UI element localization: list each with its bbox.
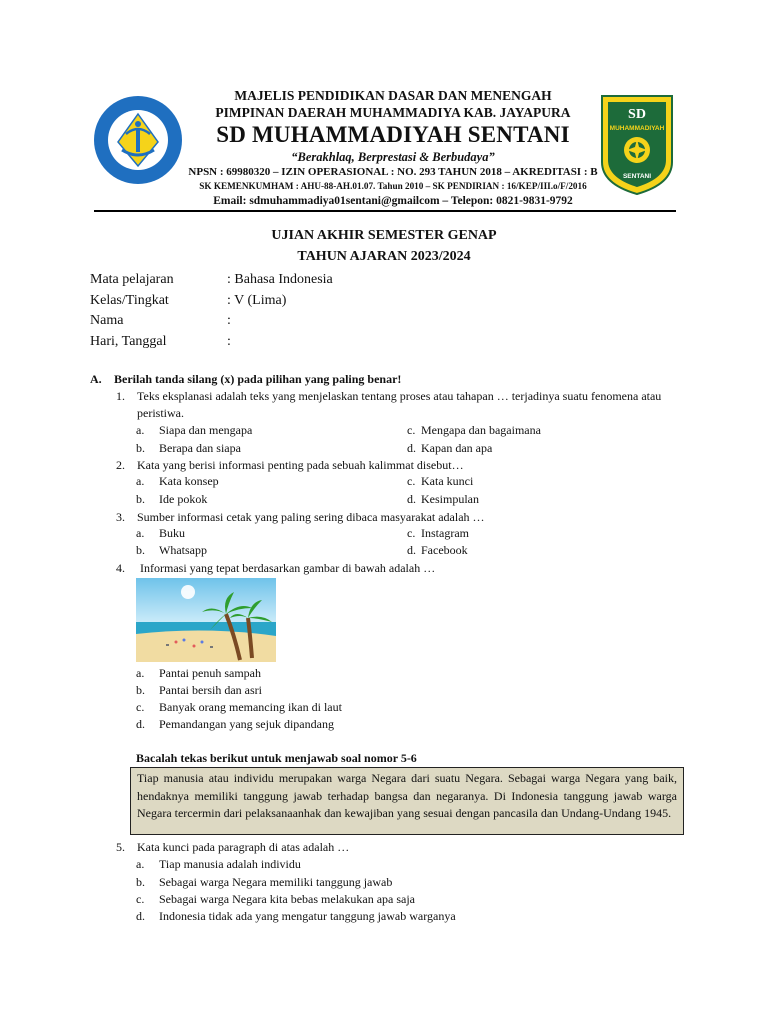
option-letter: c.: [407, 474, 416, 488]
identity-value: :: [227, 313, 231, 328]
option-letter: d.: [407, 441, 416, 455]
reading-instruction: Bacalah tekas berikut untuk menjawab soal nomor 5-6: [136, 751, 417, 765]
option-letter: d.: [136, 909, 145, 923]
student-identity: [90, 270, 490, 352]
question-text: Kata kunci pada paragraph di atas adalah …: [137, 840, 350, 854]
option-letter: d.: [407, 492, 416, 506]
option-letter: c.: [136, 892, 145, 906]
identity-row: [90, 270, 490, 291]
option-text: Indonesia tidak ada yang mengatur tanggung jawab warganya: [159, 909, 456, 923]
option-text: Siapa dan mengapa: [159, 423, 253, 437]
exam-title: UJIAN AKHIR SEMESTER GENAP: [271, 228, 497, 243]
option-letter: b.: [136, 543, 145, 557]
letterhead-text: [188, 88, 598, 210]
option-text: Kapan dan apa: [421, 441, 493, 455]
option-letter: a.: [136, 666, 145, 680]
option-letter: c.: [407, 423, 416, 437]
question-text: Informasi yang tepat berdasarkan gambar di bawah adalah …: [140, 561, 436, 575]
school-motto: “Berakhlaq, Berprestasi & Berbudaya”: [291, 150, 495, 164]
badge-top-text: SD: [628, 107, 646, 122]
option-text: Buku: [159, 526, 186, 540]
option-text: Kesimpulan: [421, 492, 479, 506]
identity-value: : V (Lima): [227, 292, 287, 308]
question-text: Teks eksplanasi adalah teks yang menjelaskan tentang proses atau tahapan … terjadinya suatu fenomena atau peristiwa.: [137, 389, 662, 420]
option-letter: c.: [407, 526, 416, 540]
section-instruction: Berilah tanda silang (x) pada pilihan yang paling benar!: [114, 372, 402, 386]
school-contact: Email: sdmuhammadiya01sentani@gmailcom – Telepon: 0821-9831-9792: [213, 195, 573, 207]
identity-label: Kelas/Tingkat: [90, 292, 169, 308]
option-text: Instagram: [421, 526, 469, 540]
option-text: Sebagai warga Negara memiliki tanggung jawab: [159, 875, 393, 889]
question-number: 3.: [116, 510, 125, 524]
option-letter: c.: [136, 700, 145, 714]
sd-muhammadiyah-badge: [598, 92, 676, 196]
option-letter: d.: [136, 717, 145, 731]
letterhead-divider: [94, 210, 676, 212]
option-letter: b.: [136, 441, 145, 455]
option-letter: a.: [136, 526, 145, 540]
option-text: Facebook: [421, 543, 468, 557]
identity-row: [90, 332, 490, 353]
option-letter: b.: [136, 875, 145, 889]
option-letter: a.: [136, 857, 145, 871]
section-letter: A.: [90, 372, 102, 386]
regional-board: PIMPINAN DAERAH MUHAMMADIYA KAB. JAYAPURA: [215, 105, 571, 120]
identity-row: [90, 311, 490, 332]
question-text: Sumber informasi cetak yang paling sering dibaca masyarakat adalah …: [137, 510, 485, 524]
option-letter: b.: [136, 492, 145, 506]
option-text: Tiap manusia adalah individu: [159, 857, 301, 871]
option-letter: d.: [407, 543, 416, 557]
option-text: Kata kunci: [421, 474, 474, 488]
question-number: 2.: [116, 458, 125, 472]
option-text: Pantai penuh sampah: [159, 666, 261, 680]
identity-label: Mata pelajaran: [90, 272, 174, 287]
council-name: MAJELIS PENDIDIKAN DASAR DAN MENENGAH: [234, 88, 552, 103]
option-text: Pantai bersih dan asri: [159, 683, 262, 697]
option-text: Berapa dan siapa: [159, 441, 241, 455]
school-registration: NPSN : 69980320 – IZIN OPERASIONAL : NO. 293 TAHUN 2018 – AKREDITASI : B: [188, 166, 598, 178]
question-text: Kata yang berisi informasi penting pada sebuah kalimmat disebut…: [137, 458, 464, 472]
option-letter: b.: [136, 683, 145, 697]
badge-bottom-text: SENTANI: [622, 173, 652, 180]
option-text: Mengapa dan bagaimana: [421, 423, 541, 437]
identity-value: :: [227, 333, 231, 349]
option-text: Pemandangan yang sejuk dipandang: [159, 717, 334, 731]
beach-picture: [136, 578, 276, 662]
badge-middle-text: MUHAMMADIYAH: [609, 125, 665, 132]
option-letter: a.: [136, 474, 145, 488]
identity-row: [90, 291, 490, 312]
option-text: Sebagai warga Negara kita bebas melakukan apa saja: [159, 892, 415, 906]
letterhead: [88, 88, 684, 212]
option-letter: a.: [136, 423, 145, 437]
question-number: 4.: [116, 561, 125, 575]
tut-wuri-handayani-logo: [92, 94, 184, 186]
question-number: 5.: [116, 840, 125, 854]
option-text: Banyak orang memancing ikan di laut: [159, 700, 342, 714]
option-text: Ide pokok: [159, 492, 208, 506]
identity-label: Nama: [90, 313, 124, 328]
identity-label: Hari, Tanggal: [90, 333, 167, 349]
question-number: 1.: [116, 389, 125, 403]
reading-passage: Tiap manusia atau individu merupakan warga Negara dari suatu Negara. Sebagai warga Negara yang baik, hendaknya memiliki tanggung jawab terhadap bangsa dan negaranya. Di Indonesia tanggung jawab warga Negara tercermin dari pelaksanaanhak dan kewajiban yang sesuai dengan pancasila dan Undang-Undang 1945.: [130, 767, 684, 835]
option-text: Kata konsep: [159, 474, 219, 488]
academic-year: TAHUN AJARAN 2023/2024: [297, 249, 471, 264]
identity-value: : Bahasa Indonesia: [227, 272, 333, 287]
option-text: Whatsapp: [159, 543, 207, 557]
school-decree: SK KEMENKUMHAM : AHU-88-AH.01.07. Tahun 2010 – SK PENDIRIAN : 16/KEP/III.o/F/2016: [199, 181, 587, 191]
school-name: SD MUHAMMADIYAH SENTANI: [216, 122, 570, 147]
